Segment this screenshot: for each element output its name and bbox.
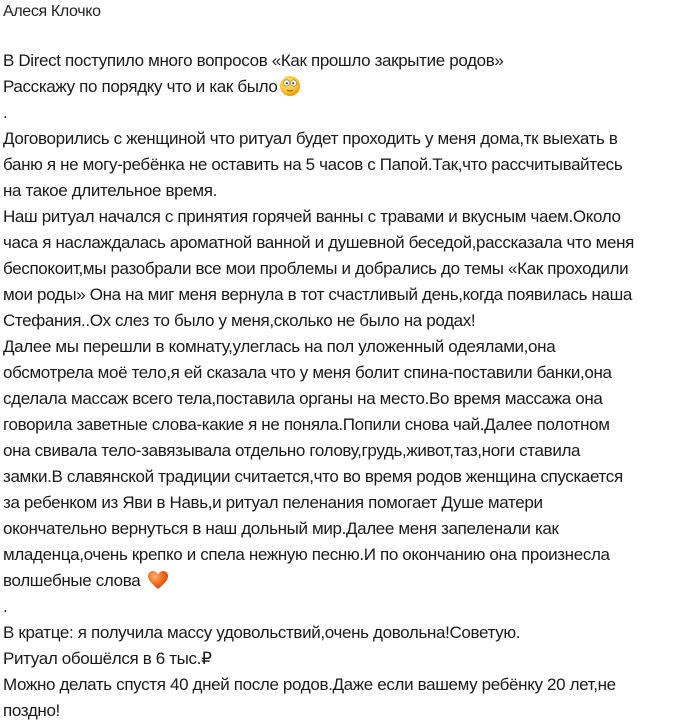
text: волшебные слова — [3, 571, 141, 590]
text-line: окончательно вернуться в наш дольный мир.Далее меня запеленали как — [3, 519, 559, 538]
text-line: Далее мы перешли в комнату,улеглась на пол уложенный одеялами,она — [3, 337, 556, 356]
summary-line: В кратце: я получила массу удовольствий,очень довольна!Советую. — [3, 623, 521, 642]
text-line: она свивала тело-завязывала отдельно голову,грудь,живот,таз,ноги ставила — [3, 441, 581, 460]
paragraph-arrangement — [3, 126, 697, 204]
separator-dot: . — [3, 103, 8, 122]
intro-text: Расскажу по порядку что и как было — [3, 77, 278, 96]
paragraph-bath — [3, 204, 697, 334]
author-name: Алеся Клочко — [3, 3, 101, 20]
text-line: Договорились с женщиной что ритуал будет проходить у меня дома,тк выехать в — [3, 129, 618, 148]
text-line: говорила заветные слова-какие я не поняла.Попили снова чай.Далее полотном — [3, 415, 610, 434]
text-line: замки.В славянской традиции считается,что во время родов женщина спускается — [3, 467, 623, 486]
text-line: на такое длительное время. — [3, 181, 217, 200]
timing-line: Можно делать спустя 40 дней после родов.Даже если вашему ребёнку 20 лет,не — [3, 675, 616, 694]
paragraph-ritual — [3, 334, 697, 594]
text-line: обсмотрела моё тело,я ей сказала что у меня болит спина-поставили банки,она — [3, 363, 612, 382]
intro-line: В Direct поступило много вопросов «Как прошло закрытие родов» — [3, 51, 504, 70]
timing-line: поздно! — [3, 701, 60, 720]
text-line: мои роды» Она на миг меня вернула в тот счастливый день,когда появилась наша — [3, 285, 632, 304]
surprised-face-emoji-icon — [279, 75, 301, 97]
text-line-with-emoji — [3, 568, 697, 594]
text-line: Наш ритуал начался с принятия горячей ванны с травами и вкусным чаем.Около — [3, 207, 621, 226]
text-line: беспокоит,мы разобрали все мои проблемы и добрались до темы «Как проходили — [3, 259, 629, 278]
text-line: часа я наслаждалась ароматной ванной и душевной беседой,рассказала что меня — [3, 233, 635, 252]
post-body — [3, 0, 697, 724]
text-line: сделала массаж всего тела,поставила органы на место.Во время массажа она — [3, 389, 603, 408]
orange-heart-emoji-icon — [147, 569, 169, 591]
text-line: баню я не могу-ребёнка не оставить на 5 часов с Папой.Так,что рассчитывайтесь — [3, 155, 623, 174]
separator-dot: . — [3, 597, 8, 616]
price-line: Ритуал обошёлся в 6 тыс.₽ — [3, 649, 212, 668]
text-line: Стефания..Ох слез то было у меня,сколько не было на родах! — [3, 311, 476, 330]
text-line: за ребенком из Яви в Навь,и ритуал пеленания помогает Душе матери — [3, 493, 543, 512]
text-line: младенца,очень крепко и спела нежную песню.И по окончанию она произнесла — [3, 545, 610, 564]
intro-line-with-emoji — [3, 74, 697, 100]
